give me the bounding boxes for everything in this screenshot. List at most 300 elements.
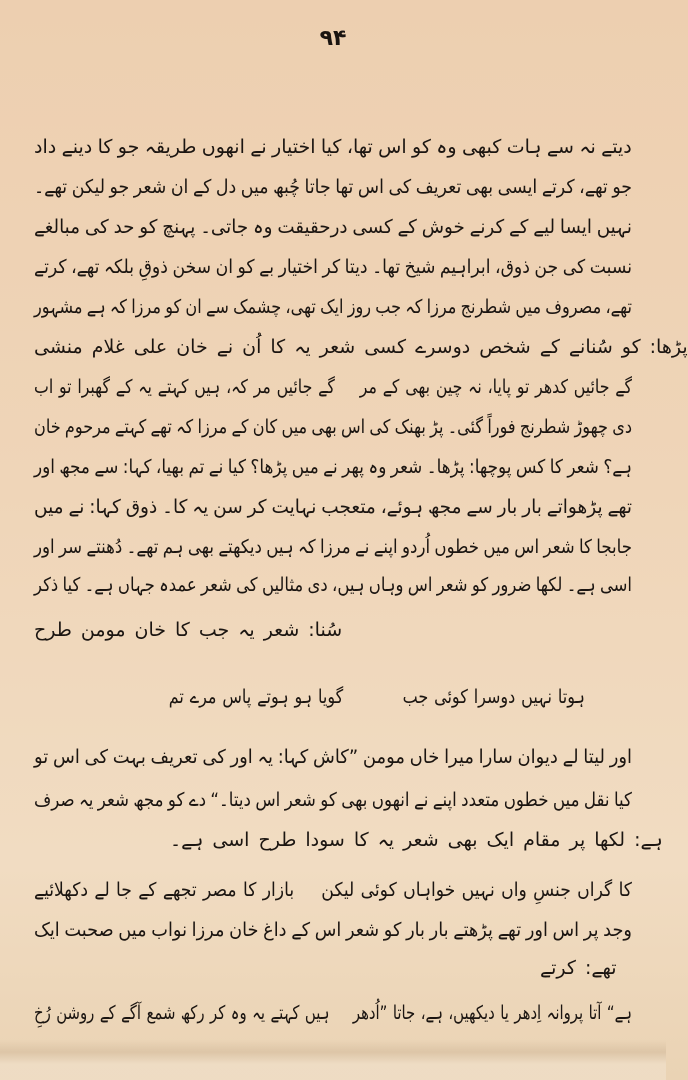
word: گے [615, 376, 632, 398]
word: مرزا [191, 919, 225, 941]
word: دے [188, 789, 207, 811]
word: شعر [567, 456, 599, 478]
word: جو [109, 176, 130, 198]
word: چھوڑ [574, 416, 608, 438]
word: جائیں [573, 376, 610, 398]
word: شمع [146, 1002, 176, 1024]
word: اختیار [278, 256, 318, 278]
word: لکھا [535, 574, 563, 596]
word: سخن [172, 256, 212, 278]
word: شعر [390, 456, 423, 478]
word: ذکر [34, 574, 59, 596]
word: بھیا، [155, 456, 185, 478]
word: اس [340, 416, 366, 438]
word: کا [270, 336, 286, 358]
word: جا [116, 879, 132, 901]
word: شطرنج [519, 416, 571, 438]
word: کی [202, 746, 226, 768]
word: میں [281, 416, 308, 438]
word: خاں [409, 746, 440, 768]
word: تھے۔ [126, 536, 159, 558]
text-line [34, 289, 632, 325]
word: مصروف [545, 296, 602, 318]
word: اُردو [402, 536, 431, 558]
word: یہ [257, 746, 274, 768]
word: وہ [368, 456, 387, 478]
word: پڑھواتے [546, 496, 603, 518]
word: ہے، [420, 1002, 443, 1024]
word: یہ [78, 789, 94, 811]
word: تو [34, 746, 49, 768]
word: نسبت [589, 256, 632, 278]
word: سارا [478, 746, 513, 768]
word: میں [34, 496, 64, 518]
word: اور [230, 746, 253, 768]
word: مر [359, 376, 377, 398]
word: ہیں [304, 1002, 330, 1024]
word: سن [213, 496, 243, 518]
word: جنسِ [533, 879, 571, 901]
word: بہت [112, 746, 146, 768]
word: دوسرا [473, 686, 516, 708]
word: سودا [305, 829, 345, 851]
word: جب [402, 686, 429, 708]
word: دل [215, 176, 237, 198]
word: پر [569, 829, 586, 851]
word: اور [525, 919, 548, 941]
word: کے [138, 879, 157, 901]
word: کہا: [277, 746, 309, 768]
word: صحبت [64, 919, 114, 941]
word: کان [252, 416, 278, 438]
word: مرزا [319, 536, 351, 558]
couplet-3-first-hemistich [34, 872, 294, 908]
word: کے [382, 376, 400, 398]
word: ہے۔ [566, 574, 596, 596]
word: دیکھتے [218, 536, 262, 558]
word: پایا، [487, 376, 512, 398]
word: تم [188, 456, 205, 478]
word: کرنے [469, 216, 505, 238]
word: کیا [62, 574, 81, 596]
word: تھے، [605, 296, 632, 318]
word: کہ [109, 296, 127, 318]
word: طریقہ [144, 136, 197, 158]
word: کی [369, 416, 391, 438]
word: ایسا [559, 216, 592, 238]
word: کو [165, 296, 182, 318]
word: کا [618, 879, 632, 901]
word: نے [323, 456, 338, 478]
word: جاتا [392, 1002, 416, 1024]
word: نہ [468, 376, 482, 398]
word: اُن [242, 336, 262, 358]
word: شیخ [404, 256, 436, 278]
word: تھے [497, 919, 522, 941]
word: مرزا [197, 416, 228, 438]
word: جاتا [304, 176, 331, 198]
couplet-4 [34, 995, 632, 1031]
word: دُھنتے [86, 536, 123, 558]
couplet-1-second-hemistich [360, 369, 632, 405]
word: دیتا [344, 256, 368, 278]
word: اس [378, 136, 407, 158]
word: لیکن [71, 176, 105, 198]
word: کے [231, 416, 249, 438]
text-line [170, 822, 663, 858]
word: وہ [230, 1002, 247, 1024]
word: کہ [297, 536, 316, 558]
word: چین [435, 376, 463, 398]
word: آگے [121, 1002, 142, 1024]
word: ہیں، [332, 574, 365, 596]
word: ہے؟ [603, 456, 632, 478]
word: کی [236, 574, 258, 596]
word: میں [483, 536, 510, 558]
word: سُنا: [308, 619, 343, 641]
word: وجد [603, 919, 632, 941]
word: اس [357, 176, 384, 198]
word: سُنانے [568, 336, 613, 358]
word: تھے، [71, 256, 100, 278]
word: دوسرے [415, 336, 471, 358]
word: ان [185, 296, 202, 318]
word: کیا [613, 789, 632, 811]
word: نے [208, 456, 224, 478]
word: اپنے [373, 536, 398, 558]
word: تھے، [579, 176, 608, 198]
word: بار [497, 496, 518, 518]
word: اسی [599, 574, 632, 596]
word: وہ [252, 216, 273, 238]
word: پاس [222, 686, 252, 708]
couplet-2-second-hemistich [403, 679, 585, 715]
word: کرتے [34, 256, 67, 278]
word: یا [500, 1002, 509, 1024]
word: کا [242, 879, 257, 901]
word: مومن [80, 619, 126, 641]
word: ہے [86, 296, 106, 318]
word: جو [612, 176, 632, 198]
word: نہیں [521, 686, 552, 708]
word: ہوتے [257, 686, 289, 708]
word: کی [84, 216, 109, 238]
word: سے [546, 136, 574, 158]
word: پر [583, 919, 599, 941]
word: شعر [436, 574, 468, 596]
word: جن [534, 256, 559, 278]
word: کا۔ [162, 496, 188, 518]
text-line [34, 409, 632, 445]
word: وہاں [368, 574, 404, 596]
word: نہیں [596, 216, 632, 238]
word: جب [198, 619, 230, 641]
word: کہتے [157, 376, 189, 398]
word: مومن [362, 746, 405, 768]
word: شعر [133, 176, 167, 198]
word: ہے۔ [84, 574, 114, 596]
word: سے [205, 296, 229, 318]
word: لے [94, 879, 110, 901]
word: کیا [227, 456, 247, 478]
word: کے [192, 176, 212, 198]
torn-paper-edge [0, 1040, 666, 1080]
word: اس [52, 746, 80, 768]
word: تھا۔ [372, 256, 401, 278]
word: ایک [34, 919, 60, 941]
word: اختیار [272, 136, 316, 158]
word: دیوان [517, 746, 558, 768]
word: رکھ [180, 1002, 205, 1024]
word: دی [307, 574, 328, 596]
word: کے [115, 376, 133, 398]
word: دیتے [601, 136, 632, 158]
word: کسی [364, 336, 407, 358]
word: ہوتا [557, 686, 585, 708]
word: منشی [34, 336, 83, 358]
word: یہ [252, 1002, 265, 1024]
word: تھا، [346, 136, 373, 158]
word: لکھا [594, 829, 626, 851]
word: نواب [151, 919, 188, 941]
word: دیتا۔“ [210, 789, 251, 811]
word: یہ [138, 376, 152, 398]
word: شعر [263, 619, 300, 641]
word: گراں [577, 879, 613, 901]
word: پہنچ [162, 216, 196, 238]
word: متعدد [461, 789, 500, 811]
word: لیتا [583, 746, 605, 768]
word: کہا: [89, 496, 121, 518]
word: نقل [583, 789, 610, 811]
word: بھی [465, 176, 494, 198]
word: شخص [479, 336, 531, 358]
word: کو [383, 919, 402, 941]
word: یہ [377, 829, 395, 851]
word: داغ [263, 919, 287, 941]
word: کی [562, 256, 586, 278]
word: عمدہ [159, 574, 197, 596]
text-line [34, 567, 632, 603]
text-line [34, 129, 632, 165]
word: کا [353, 829, 369, 851]
word: مجھ [133, 789, 164, 811]
word: نہایت [271, 496, 317, 518]
word: خان [229, 919, 259, 941]
word: علی [133, 336, 168, 358]
word: حد [113, 216, 135, 238]
word: درحقیقت [277, 216, 348, 238]
word: پروانہ [546, 1002, 584, 1024]
word: ہے“ [606, 1002, 632, 1024]
couplet-1 [34, 369, 632, 405]
word: کہتے [114, 416, 147, 438]
couplet-3-second-hemistich [321, 872, 632, 908]
word: اس [514, 536, 540, 558]
word: کہ [176, 416, 194, 438]
text-line [34, 249, 632, 285]
word: خطوں [434, 536, 480, 558]
text-line [34, 782, 632, 818]
word: روز [347, 296, 372, 318]
word: مجھ [59, 456, 90, 478]
word: مجھ [427, 496, 462, 518]
word: کسی [352, 216, 393, 238]
word: ایک [486, 829, 515, 851]
word: خان [34, 416, 61, 438]
word: خوش [421, 216, 465, 238]
word: تعریف [150, 746, 198, 768]
word: کو [320, 789, 337, 811]
word: کہا: [122, 456, 152, 478]
word: ہم [162, 536, 184, 558]
couplet-2-first-hemistich [169, 679, 344, 715]
word: کی [84, 746, 109, 768]
word: مصر [203, 879, 237, 901]
text-line [34, 449, 632, 485]
word: اس [255, 789, 281, 811]
word: تھے [607, 496, 632, 518]
word: بار [429, 919, 449, 941]
word: مشہور [34, 296, 83, 318]
word: نے [413, 789, 429, 811]
couplet-3 [34, 872, 632, 908]
word: میں [118, 919, 147, 941]
word: روشن [56, 1002, 95, 1024]
text-line [34, 329, 688, 365]
word: کرتے [541, 176, 575, 198]
couplet-1-first-hemistich [34, 369, 335, 405]
word: کہ، [226, 376, 248, 398]
word: میں [552, 789, 580, 811]
word: کو [237, 256, 255, 278]
word: سے [94, 456, 119, 478]
word: بازار [262, 879, 295, 901]
word: پڑ [430, 416, 444, 438]
word: کے [397, 216, 417, 238]
word: کر [322, 256, 341, 278]
couplet-2 [34, 679, 632, 715]
word: یہ [238, 619, 255, 641]
word: نے [355, 536, 370, 558]
text-line [34, 489, 632, 525]
couplet-4-second-hemistich [353, 995, 632, 1031]
word: مقام [523, 829, 561, 851]
word: جب [375, 296, 402, 318]
word: ذوقِ [138, 256, 168, 278]
word: دی [612, 416, 632, 438]
word: کدھر [535, 376, 568, 398]
word: مر [253, 376, 271, 398]
text-line [34, 169, 632, 205]
word: کوئی [360, 879, 397, 901]
word: آتا [588, 1002, 602, 1024]
word: لیے [533, 216, 556, 238]
word: بار [522, 496, 542, 518]
word: ذوق، [495, 256, 530, 278]
word: ایک [320, 296, 344, 318]
word: پھر [342, 456, 364, 478]
text-line [540, 950, 632, 986]
word: جائیں [276, 376, 313, 398]
word: کے [291, 919, 311, 941]
word: پڑھا۔ [426, 456, 465, 478]
word: تم [168, 686, 184, 708]
word: بھی [341, 789, 368, 811]
word: کے [509, 216, 529, 238]
word: مثالیں [261, 574, 304, 596]
word: میں [515, 296, 542, 318]
word: نہ [579, 136, 596, 158]
word: پڑھا: [649, 336, 688, 358]
word: شطرنج [460, 296, 512, 318]
word: گئی۔ [447, 416, 484, 438]
word: تھے: [584, 957, 617, 979]
word: بار [406, 919, 425, 941]
word: تجھے [162, 879, 197, 901]
word: ہوئے، [380, 496, 424, 518]
word: انھوں [371, 789, 410, 811]
word: کا [549, 456, 563, 478]
word: چُبھ [273, 176, 300, 198]
word: طرح [258, 829, 297, 851]
word: انھوں [201, 136, 245, 158]
word: کہ [405, 296, 423, 318]
word: کیا [320, 136, 342, 158]
word: شعر [403, 829, 439, 851]
word: اس [407, 574, 433, 596]
word: نے [250, 136, 267, 158]
word: خان [176, 336, 208, 358]
word: ”کاش [312, 746, 359, 768]
word: کو [471, 574, 489, 596]
word: شعر [345, 919, 380, 941]
word: ہے۔ [170, 829, 204, 851]
word: اس [552, 919, 580, 941]
word: کو [167, 789, 185, 811]
word: تھی، [285, 296, 316, 318]
word: بھی [405, 376, 431, 398]
word: ذوق [125, 496, 158, 518]
word: ان [170, 176, 189, 198]
word: کا [175, 619, 190, 641]
word: کوئی [434, 686, 468, 708]
word: کا [578, 536, 592, 558]
word: یہ [192, 496, 209, 518]
word: کو [621, 336, 641, 358]
word: اِدھر [514, 1002, 542, 1024]
word: صرف [34, 789, 75, 811]
word: ابراہیم [439, 256, 491, 278]
word: ضرور [492, 574, 532, 596]
word: کر [210, 1002, 226, 1024]
word: لیکن [321, 879, 355, 901]
word: نے [216, 336, 234, 358]
word: طرح [34, 619, 72, 641]
word: تو [59, 376, 72, 398]
word: سے [466, 496, 493, 518]
text-line [34, 739, 632, 775]
word: شعر [97, 789, 129, 811]
word: تھے [150, 416, 172, 438]
word: واں [501, 879, 527, 901]
word: گھبرا [77, 376, 110, 398]
word: خطوں [503, 789, 549, 811]
word: شعر [543, 536, 575, 558]
word: مرے [189, 686, 217, 708]
word: ایسی [497, 176, 538, 198]
word: میں [291, 456, 319, 478]
